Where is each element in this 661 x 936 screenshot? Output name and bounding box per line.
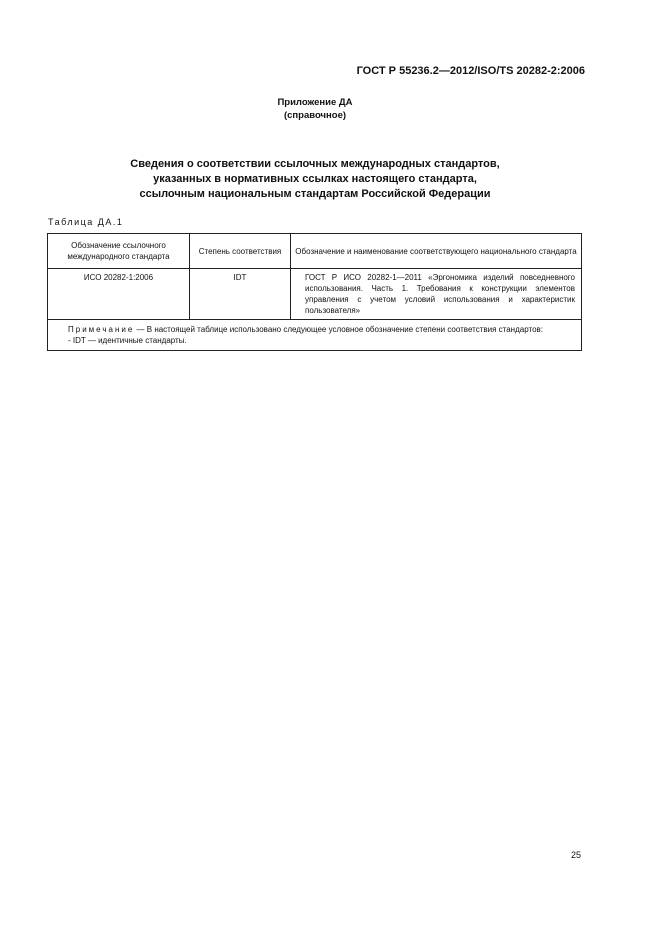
table-note-row <box>48 320 582 351</box>
section-title-line-2: указанных в нормативных ссылках настоящего стандарта, <box>153 173 477 185</box>
header-degree: Степень соответствия <box>190 234 291 269</box>
table-row <box>48 269 582 320</box>
header-national-standard: Обозначение и наименование соответствующего национального стандарта <box>291 234 582 269</box>
annex-heading <box>0 96 630 122</box>
note-label: Примечание <box>68 325 135 334</box>
table-header-row <box>48 234 582 269</box>
section-title-line-1: Сведения о соответствии ссылочных международных стандартов, <box>130 158 500 170</box>
correspondence-table <box>47 233 582 351</box>
header-reference-standard: Обозначение ссылочного международного стандарта <box>48 234 190 269</box>
table-note <box>48 320 582 351</box>
note-item: - IDT — идентичные стандарты. <box>68 336 187 345</box>
annex-title: Приложение ДА <box>277 97 353 108</box>
annex-subtitle: (справочное) <box>283 110 347 121</box>
cell-national-standard: ГОСТ Р ИСО 20282-1—2011 «Эргономика изделий повседневного использования. Часть 1. Требования к конструкции элементов управления с учетом условий использования и характеристик пользователя» <box>291 269 582 320</box>
cell-reference-standard: ИСО 20282-1:2006 <box>48 269 190 320</box>
table-caption: Таблица ДА.1 <box>48 217 124 227</box>
page-number: 25 <box>570 850 581 860</box>
cell-degree: IDT <box>190 269 291 320</box>
section-title-line-3: ссылочным национальным стандартам Российской Федерации <box>139 188 491 200</box>
section-title <box>0 157 630 202</box>
note-text: — В настоящей таблице использовано следующее условное обозначение степени соответствия стандартов: <box>134 325 543 334</box>
document-code: ГОСТ Р 55236.2—2012/ISO/TS 20282-2:2006 <box>356 65 585 77</box>
